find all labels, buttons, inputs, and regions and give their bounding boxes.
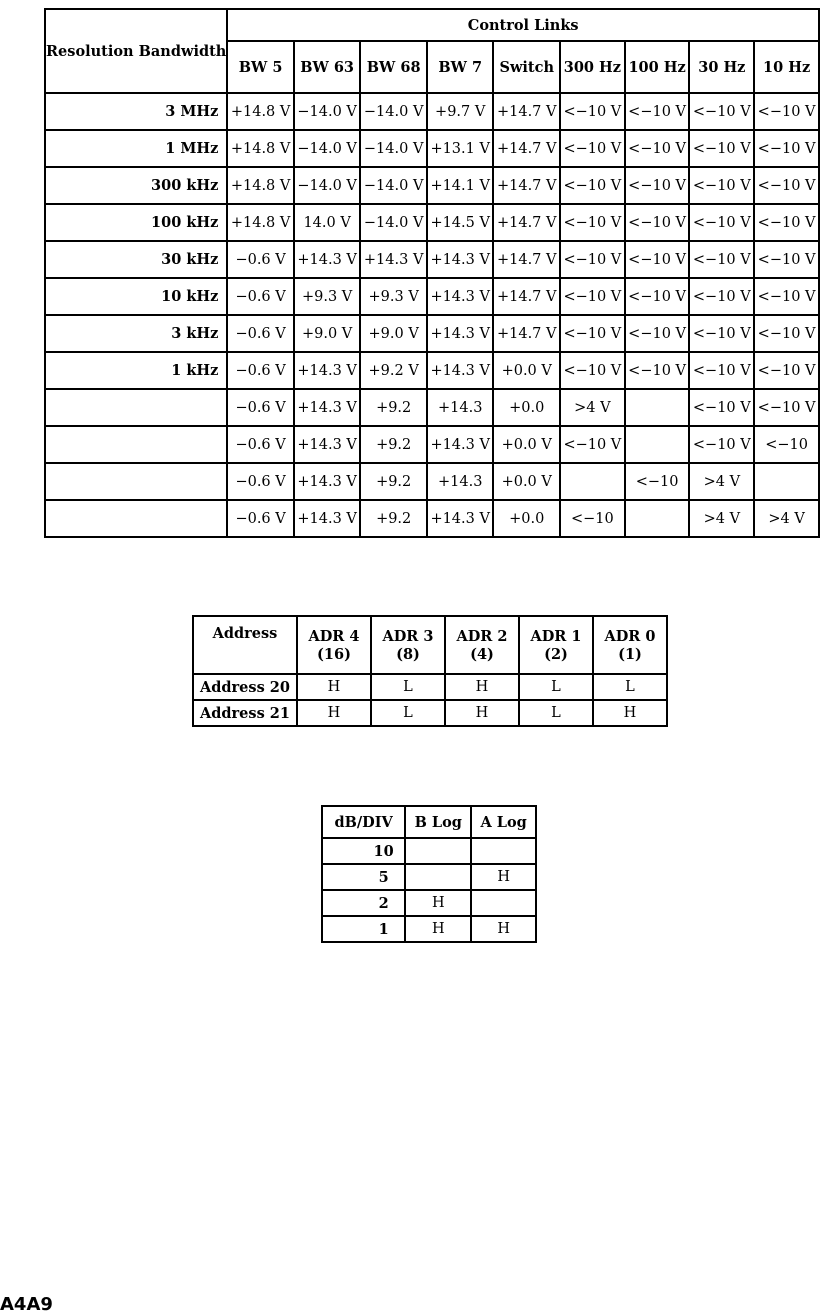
voltage-cell: +0.0 [493, 389, 560, 426]
voltage-cell: +14.3 V [294, 352, 361, 389]
voltage-cell: +0.0 [493, 500, 560, 537]
log-state-cell [471, 890, 536, 916]
voltage-cell [560, 463, 625, 500]
voltage-cell: <−10 V [560, 278, 625, 315]
voltage-cell: +9.0 V [360, 315, 427, 352]
voltage-cell: <−10 V [689, 241, 754, 278]
voltage-cell: +9.0 V [294, 315, 361, 352]
address-row-label: Address 21 [193, 700, 297, 726]
logic-level-cell: H [445, 700, 519, 726]
bandwidth-label: 3 MHz [45, 93, 227, 130]
log-state-cell [405, 864, 471, 890]
table-row [45, 93, 819, 130]
voltage-cell: +14.3 V [427, 241, 494, 278]
log-state-cell: H [405, 890, 471, 916]
voltage-cell: −0.6 V [227, 426, 294, 463]
voltage-cell: −14.0 V [360, 204, 427, 241]
voltage-cell: +9.2 [360, 426, 427, 463]
voltage-cell: +0.0 V [493, 352, 560, 389]
voltage-cell: <−10 V [625, 130, 690, 167]
voltage-cell: +14.7 V [493, 167, 560, 204]
table-row [45, 167, 819, 204]
db-div-value: 10 [322, 838, 405, 864]
voltage-cell: +14.3 V [294, 463, 361, 500]
voltage-cell [625, 426, 690, 463]
voltage-cell: +14.7 V [493, 130, 560, 167]
voltage-cell: +14.3 V [294, 389, 361, 426]
db-div-value: 1 [322, 916, 405, 942]
bandwidth-label: 10 kHz [45, 278, 227, 315]
address-table [192, 615, 668, 727]
voltage-cell: +14.8 V [227, 93, 294, 130]
log-state-cell [405, 838, 471, 864]
address-column-weight: (8) [396, 646, 420, 663]
table-row [193, 674, 667, 700]
voltage-cell: +14.3 V [294, 500, 361, 537]
logic-level-cell: H [445, 674, 519, 700]
voltage-cell: <−10 [754, 426, 819, 463]
voltage-cell: <−10 V [560, 130, 625, 167]
table-row [45, 352, 819, 389]
db-div-table [321, 805, 537, 943]
voltage-cell: >4 V [754, 500, 819, 537]
control-links-header: Control Links [227, 9, 819, 41]
bandwidth-label: 3 kHz [45, 315, 227, 352]
bandwidth-label [45, 500, 227, 537]
voltage-cell: +14.1 V [427, 167, 494, 204]
table-row [45, 426, 819, 463]
voltage-cell: +14.3 [427, 463, 494, 500]
voltage-cell: +14.3 V [294, 241, 361, 278]
control-links-table [44, 8, 820, 538]
voltage-cell: <−10 V [625, 315, 690, 352]
voltage-cell: <−10 V [625, 167, 690, 204]
bandwidth-label: 300 kHz [45, 167, 227, 204]
bandwidth-label: 1 MHz [45, 130, 227, 167]
bandwidth-label: 1 kHz [45, 352, 227, 389]
voltage-cell: <−10 V [754, 241, 819, 278]
voltage-cell: −14.0 V [294, 167, 361, 204]
table-row [322, 864, 536, 890]
voltage-cell: +14.8 V [227, 204, 294, 241]
voltage-cell: +14.8 V [227, 130, 294, 167]
address-column-header [371, 616, 445, 674]
voltage-cell [625, 389, 690, 426]
address-column-name: ADR 0 [604, 628, 656, 645]
voltage-cell: +14.3 V [427, 278, 494, 315]
voltage-cell: <−10 V [754, 315, 819, 352]
voltage-cell: +14.3 V [294, 426, 361, 463]
voltage-cell: >4 V [689, 463, 754, 500]
logic-level-cell: H [297, 700, 371, 726]
voltage-cell: +14.3 V [427, 426, 494, 463]
voltage-cell: +14.7 V [493, 204, 560, 241]
voltage-cell: <−10 V [560, 426, 625, 463]
voltage-cell: >4 V [689, 500, 754, 537]
address-column-header [297, 616, 371, 674]
voltage-cell: +13.1 V [427, 130, 494, 167]
address-row-label: Address 20 [193, 674, 297, 700]
voltage-cell: +14.7 V [493, 241, 560, 278]
voltage-cell: −14.0 V [294, 130, 361, 167]
control-column-header: 300 Hz [560, 41, 625, 93]
table-row [45, 500, 819, 537]
voltage-cell: <−10 V [689, 93, 754, 130]
control-column-header: 100 Hz [625, 41, 690, 93]
voltage-cell: +14.8 V [227, 167, 294, 204]
logic-level-cell: H [593, 700, 667, 726]
voltage-cell: <−10 V [754, 93, 819, 130]
voltage-cell: −0.6 V [227, 241, 294, 278]
voltage-cell: −0.6 V [227, 315, 294, 352]
voltage-cell: +14.7 V [493, 278, 560, 315]
table-row [193, 700, 667, 726]
address-column-header [593, 616, 667, 674]
control-column-header: BW 63 [294, 41, 361, 93]
voltage-cell: +0.0 V [493, 463, 560, 500]
voltage-cell: +14.3 V [360, 241, 427, 278]
control-column-header: BW 68 [360, 41, 427, 93]
db-column-header: dB/DIV [322, 806, 405, 838]
address-column-weight: (1) [618, 646, 642, 663]
voltage-cell: −0.6 V [227, 278, 294, 315]
logic-level-cell: L [519, 700, 593, 726]
voltage-cell: <−10 V [754, 167, 819, 204]
voltage-cell: −0.6 V [227, 352, 294, 389]
voltage-cell [625, 500, 690, 537]
voltage-cell: 14.0 V [294, 204, 361, 241]
voltage-cell: <−10 V [689, 204, 754, 241]
table-row [322, 916, 536, 942]
voltage-cell: +0.0 V [493, 426, 560, 463]
voltage-cell: >4 V [560, 389, 625, 426]
address-column-header [519, 616, 593, 674]
voltage-cell: +14.5 V [427, 204, 494, 241]
voltage-cell: <−10 V [689, 315, 754, 352]
control-table-body [45, 93, 819, 537]
voltage-cell: <−10 V [689, 426, 754, 463]
table-row [45, 463, 819, 500]
table-row [45, 278, 819, 315]
bandwidth-label: 30 kHz [45, 241, 227, 278]
address-column-name: ADR 4 [308, 628, 360, 645]
bandwidth-label: 100 kHz [45, 204, 227, 241]
voltage-cell: <−10 V [625, 241, 690, 278]
log-state-cell [471, 838, 536, 864]
bandwidth-label [45, 463, 227, 500]
table-row [45, 389, 819, 426]
address-column-name: ADR 3 [382, 628, 434, 645]
voltage-cell: <−10 [625, 463, 690, 500]
db-column-header: B Log [405, 806, 471, 838]
table-row [322, 838, 536, 864]
address-column-weight: (16) [317, 646, 351, 663]
voltage-cell: <−10 V [560, 204, 625, 241]
voltage-cell: +9.2 V [360, 352, 427, 389]
address-header-row [193, 616, 667, 674]
address-column-weight: (2) [544, 646, 568, 663]
control-column-header: Switch [493, 41, 560, 93]
log-state-cell: H [471, 864, 536, 890]
logic-level-cell: L [519, 674, 593, 700]
address-column-name: ADR 2 [456, 628, 508, 645]
resolution-bandwidth-header: Resolution Bandwidth [45, 9, 227, 93]
table-row [45, 204, 819, 241]
bandwidth-label [45, 389, 227, 426]
voltage-cell: +9.2 [360, 463, 427, 500]
address-header: Address [193, 616, 297, 674]
voltage-cell: <−10 V [625, 352, 690, 389]
voltage-cell: +9.7 V [427, 93, 494, 130]
db-div-table-body [322, 838, 536, 942]
voltage-cell: +9.3 V [294, 278, 361, 315]
control-column-header: 30 Hz [689, 41, 754, 93]
voltage-cell: −14.0 V [360, 130, 427, 167]
voltage-cell: −0.6 V [227, 500, 294, 537]
page-footer-label: A4A9 [0, 1294, 53, 1315]
voltage-cell: <−10 V [754, 204, 819, 241]
voltage-cell: <−10 [560, 500, 625, 537]
voltage-cell: <−10 V [689, 130, 754, 167]
control-column-header: BW 5 [227, 41, 294, 93]
voltage-cell: <−10 V [689, 352, 754, 389]
voltage-cell: <−10 V [560, 167, 625, 204]
table-row [45, 130, 819, 167]
voltage-cell: +14.7 V [493, 93, 560, 130]
voltage-cell: <−10 V [754, 352, 819, 389]
address-column-weight: (4) [470, 646, 494, 663]
bandwidth-label [45, 426, 227, 463]
voltage-cell: <−10 V [625, 93, 690, 130]
log-state-cell: H [405, 916, 471, 942]
control-column-header: BW 7 [427, 41, 494, 93]
voltage-cell: <−10 V [754, 130, 819, 167]
voltage-cell: +14.7 V [493, 315, 560, 352]
voltage-cell: <−10 V [560, 352, 625, 389]
address-column-header [445, 616, 519, 674]
voltage-cell [754, 463, 819, 500]
voltage-cell: <−10 V [689, 278, 754, 315]
table-row [322, 890, 536, 916]
voltage-cell: <−10 V [689, 389, 754, 426]
table-row [45, 315, 819, 352]
voltage-cell: +14.3 V [427, 500, 494, 537]
address-column-name: ADR 1 [530, 628, 582, 645]
voltage-cell: <−10 V [754, 278, 819, 315]
voltage-cell: +9.3 V [360, 278, 427, 315]
voltage-cell: <−10 V [754, 389, 819, 426]
control-column-header: 10 Hz [754, 41, 819, 93]
voltage-cell: +9.2 [360, 389, 427, 426]
address-table-body [193, 674, 667, 726]
voltage-cell: −0.6 V [227, 389, 294, 426]
voltage-cell: +14.3 [427, 389, 494, 426]
voltage-cell: <−10 V [560, 93, 625, 130]
logic-level-cell: L [593, 674, 667, 700]
log-state-cell: H [471, 916, 536, 942]
voltage-cell: −14.0 V [360, 167, 427, 204]
db-div-value: 2 [322, 890, 405, 916]
table-row [45, 241, 819, 278]
logic-level-cell: H [297, 674, 371, 700]
db-div-header-row [322, 806, 536, 838]
voltage-cell: <−10 V [625, 204, 690, 241]
voltage-cell: <−10 V [625, 278, 690, 315]
voltage-cell: +14.3 V [427, 352, 494, 389]
voltage-cell: +9.2 [360, 500, 427, 537]
logic-level-cell: L [371, 700, 445, 726]
voltage-cell: −14.0 V [360, 93, 427, 130]
db-column-header: A Log [471, 806, 536, 838]
voltage-cell: −0.6 V [227, 463, 294, 500]
db-div-value: 5 [322, 864, 405, 890]
voltage-cell: −14.0 V [294, 93, 361, 130]
voltage-cell: +14.3 V [427, 315, 494, 352]
logic-level-cell: L [371, 674, 445, 700]
voltage-cell: <−10 V [560, 241, 625, 278]
voltage-cell: <−10 V [689, 167, 754, 204]
voltage-cell: <−10 V [560, 315, 625, 352]
